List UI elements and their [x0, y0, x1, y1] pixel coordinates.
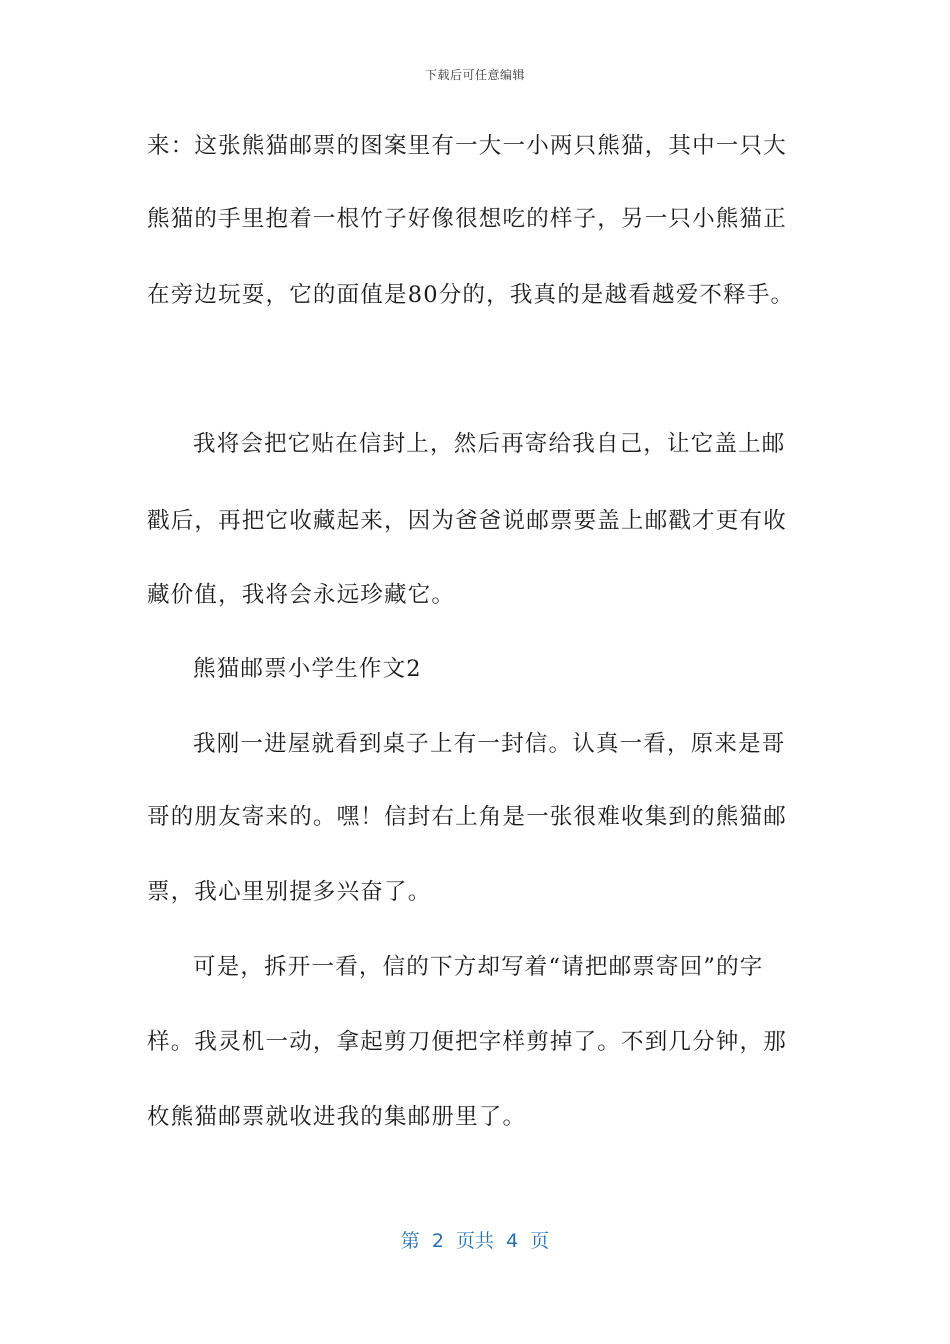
paragraph-4-line-3: 枚熊猫邮票就收进我的集邮册里了。	[147, 1104, 527, 1130]
paragraph-1-line-1: 来：这张熊猫邮票的图案里有一大一小两只熊猫，其中一只大	[147, 133, 787, 159]
paragraph-3-line-1: 我刚一进屋就看到桌子上有一封信。认真一看，原来是哥	[193, 731, 786, 757]
paragraph-4-line-1: 可是，拆开一看，信的下方却写着“请把邮票寄回”的字	[193, 954, 764, 980]
paragraph-2-line-1: 我将会把它贴在信封上，然后再寄给我自己，让它盖上邮	[193, 431, 786, 457]
paragraph-3-line-3: 票，我心里别提多兴奋了。	[147, 879, 432, 905]
paragraph-2-line-2: 戳后，再把它收藏起来，因为爸爸说邮票要盖上邮戳才更有收	[147, 508, 787, 534]
header-note: 下载后可任意编辑	[424, 68, 525, 82]
section-heading: 熊猫邮票小学生作文2	[193, 656, 422, 682]
paragraph-2-line-3: 藏价值，我将会永远珍藏它。	[147, 582, 456, 608]
paragraph-3-line-2: 哥的朋友寄来的。嘿！信封右上角是一张很难收集到的熊猫邮	[147, 804, 787, 830]
page-indicator: 第 2 页共 4 页	[400, 1230, 550, 1252]
paragraph-4-line-2: 样。我灵机一动，拿起剪刀便把字样剪掉了。不到几分钟，那	[147, 1029, 787, 1055]
paragraph-1-line-3: 在旁边玩耍，它的面值是80分的，我真的是越看越爱不释手。	[147, 282, 795, 308]
paragraph-1-line-2: 熊猫的手里抱着一根竹子好像很想吃的样子，另一只小熊猫正	[147, 206, 787, 232]
